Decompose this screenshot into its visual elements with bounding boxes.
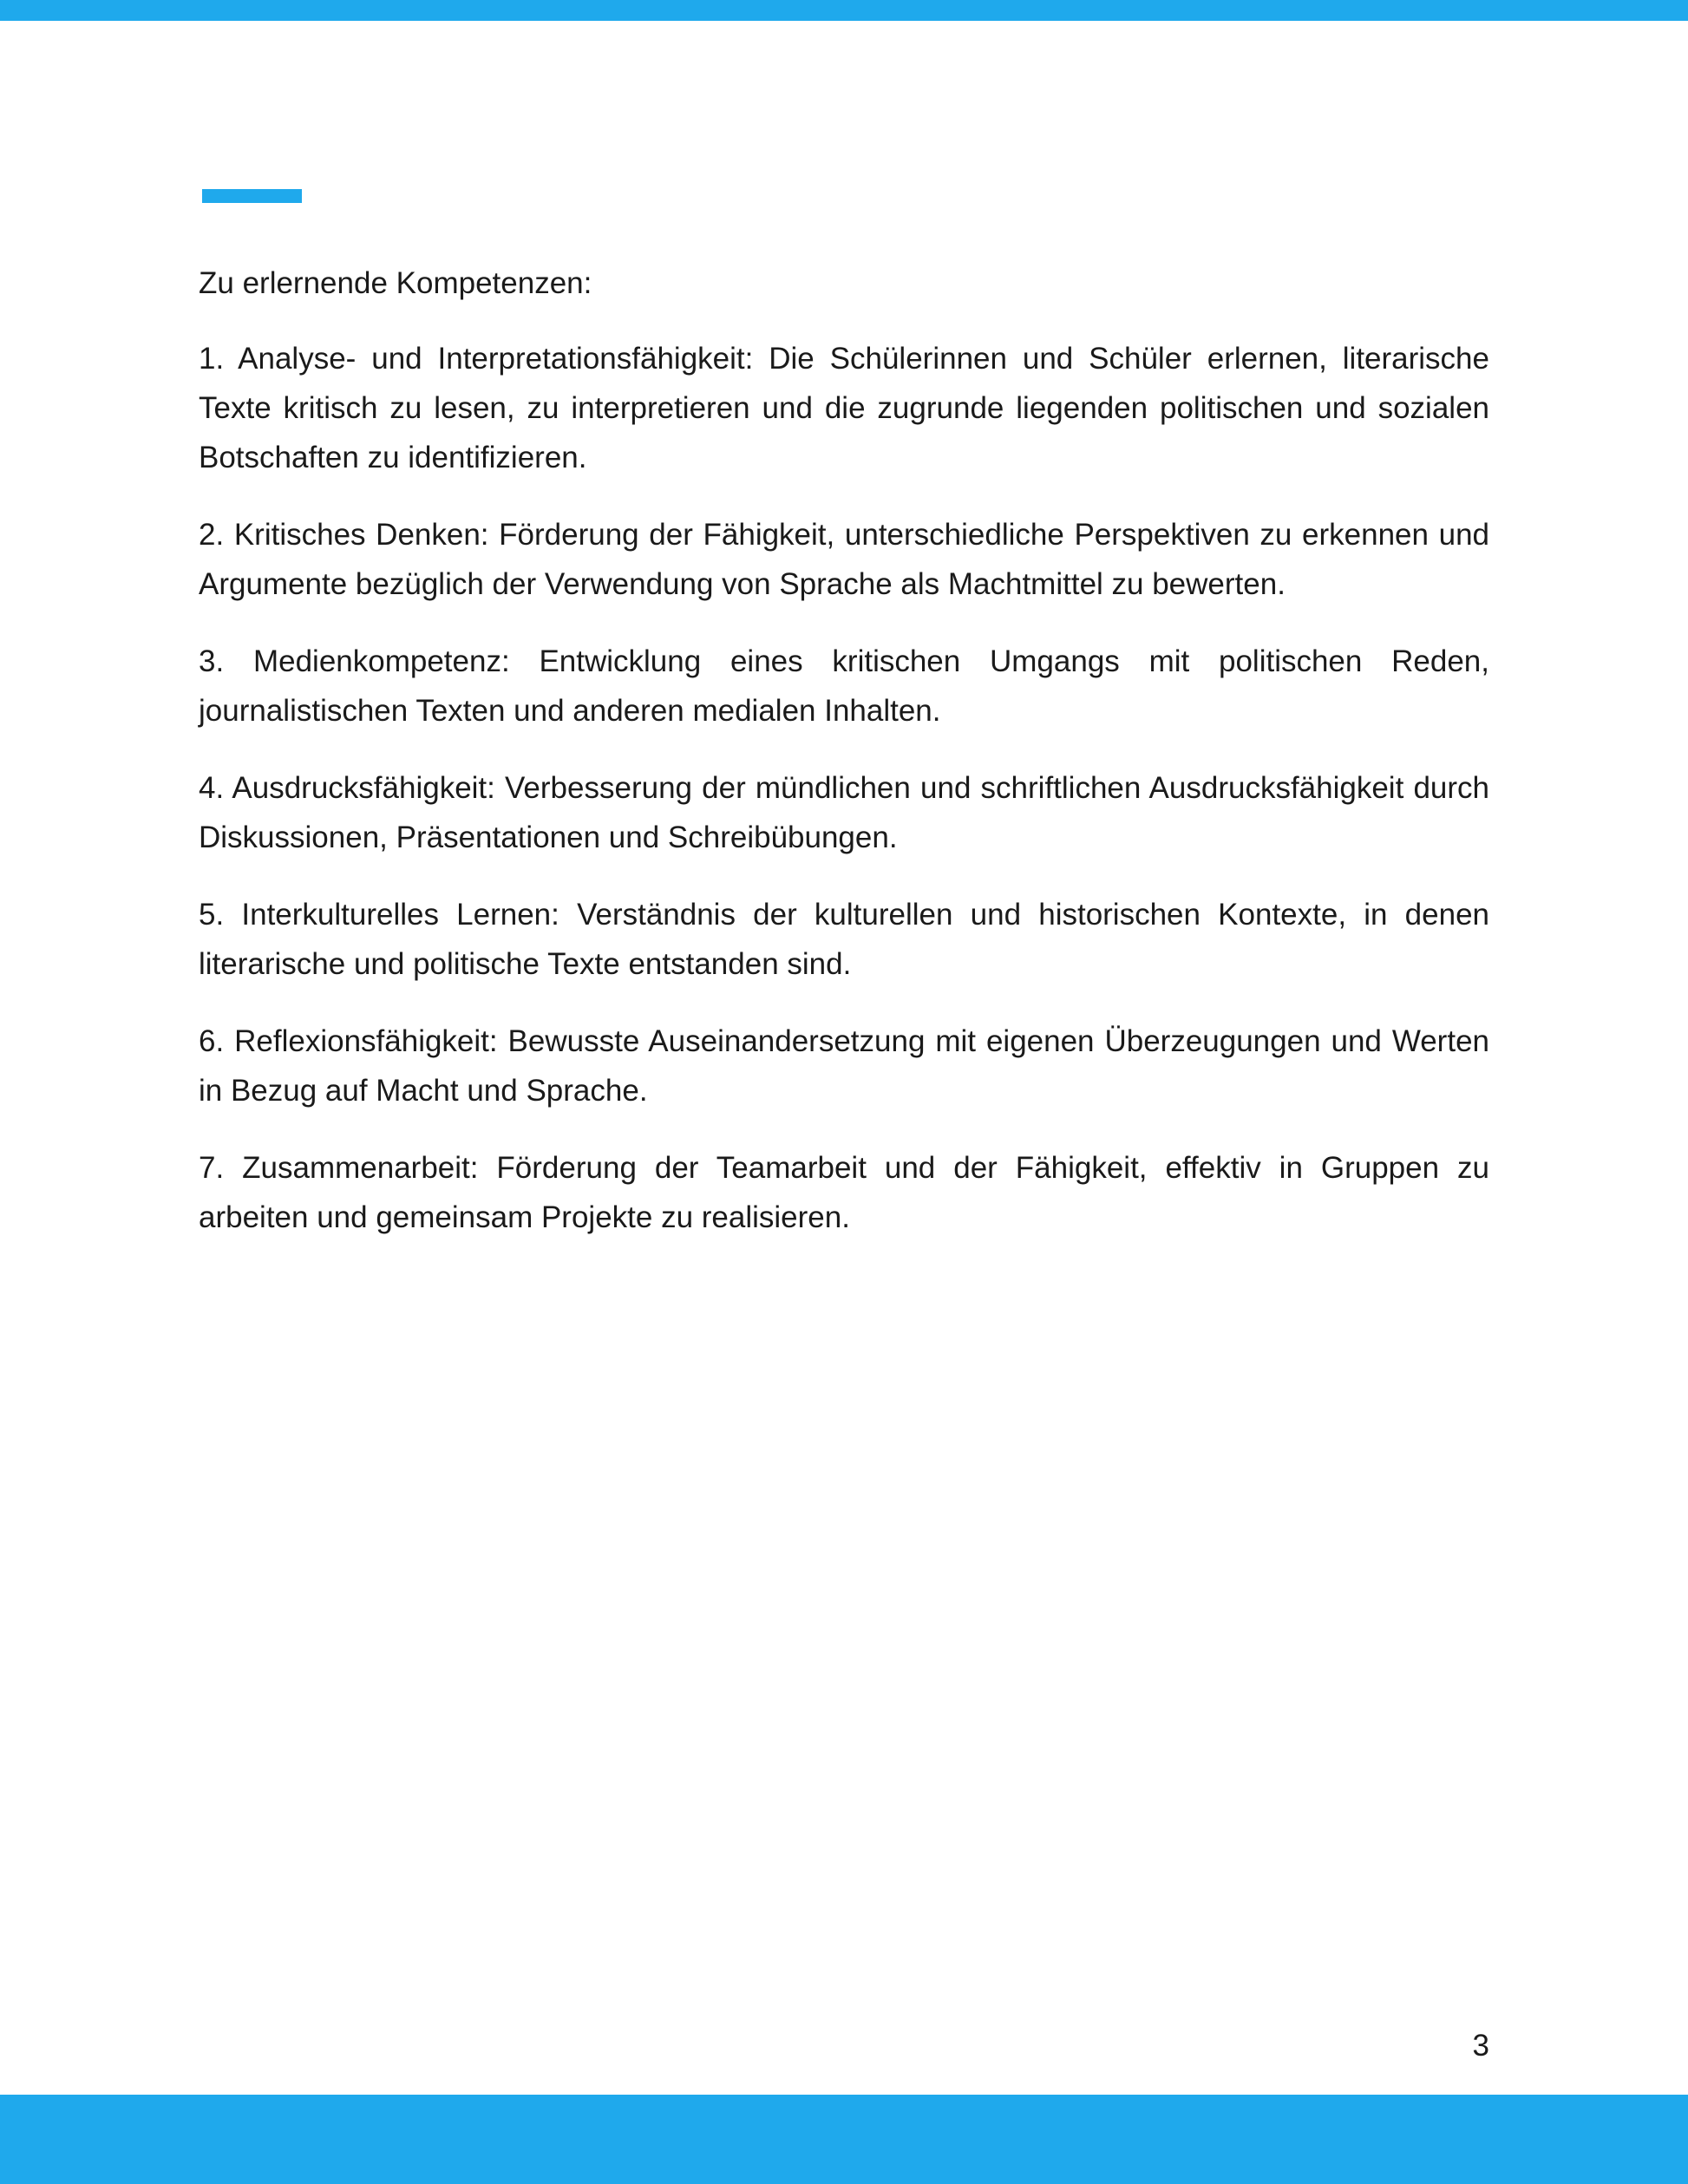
competency-item-1: 1. Analyse- und Interpretationsfähigkeit: Die Schülerinnen und Schüler erlernen, literarische Texte kritisch zu lesen, zu interpretieren und die zugrunde liegenden politischen und sozialen Botschaften zu identifizieren.: [199, 342, 1489, 474]
bottom-accent-bar: [0, 2095, 1688, 2184]
competency-item-5: 5. Interkulturelles Lernen: Verständnis der kulturellen und historischen Kontexte, in denen literarische und politische Texte entstanden sind.: [199, 898, 1489, 981]
competency-item-6: 6. Reflexionsfähigkeit: Bewusste Auseinandersetzung mit eigenen Überzeugungen und Werten in Bezug auf Macht und Sprache.: [199, 1024, 1489, 1108]
section-heading: Zu erlernende Kompetenzen:: [199, 266, 592, 300]
document-body: [199, 258, 1489, 1270]
competency-item-3: 3. Medienkompetenz: Entwicklung eines kritischen Umgangs mit politischen Reden, journalistischen Texten und anderen medialen Inhalten.: [199, 644, 1489, 728]
section-accent-dash: [202, 189, 302, 203]
competency-item-7: 7. Zusammenarbeit: Förderung der Teamarbeit und der Fähigkeit, effektiv in Gruppen zu arbeiten und gemeinsam Projekte zu realisieren.: [199, 1151, 1489, 1234]
competency-item-2: 2. Kritisches Denken: Förderung der Fähigkeit, unterschiedliche Perspektiven zu erkennen und Argumente bezüglich der Verwendung von Sprache als Machtmittel zu bewerten.: [199, 518, 1489, 601]
top-accent-bar: [0, 0, 1688, 21]
page-number: 3: [1472, 2029, 1489, 2063]
competency-item-4: 4. Ausdrucksfähigkeit: Verbesserung der mündlichen und schriftlichen Ausdrucksfähigkeit durch Diskussionen, Präsentationen und Schreibübungen.: [199, 771, 1489, 854]
